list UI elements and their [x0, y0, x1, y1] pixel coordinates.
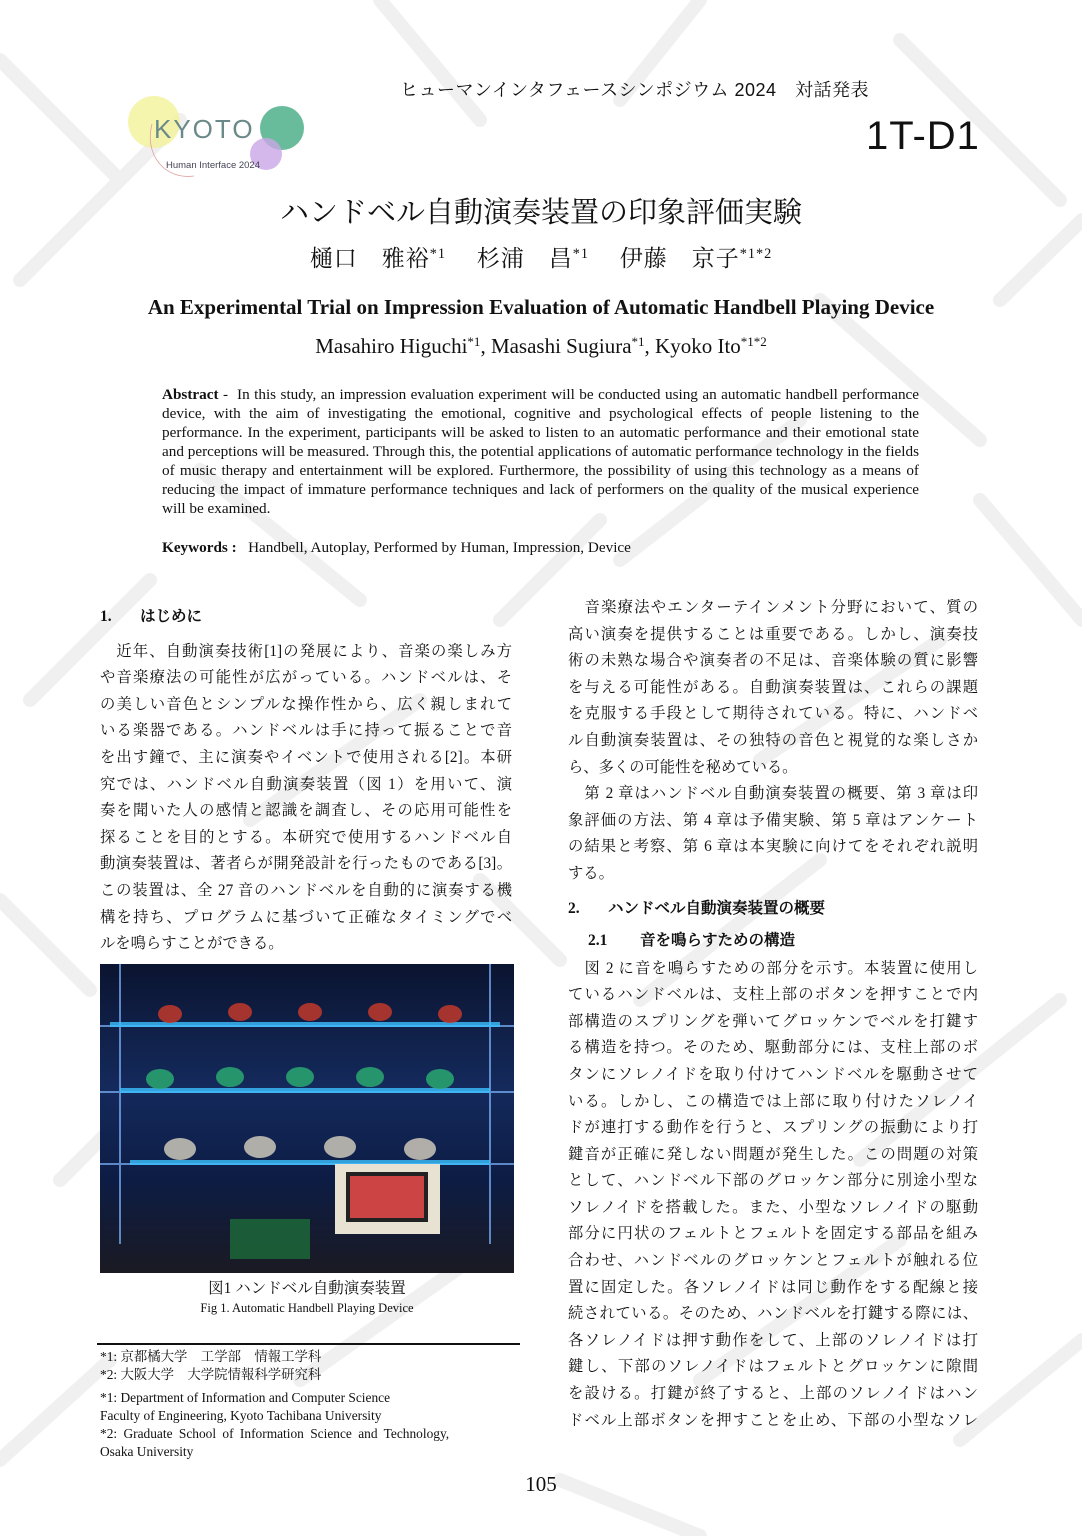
text-line: 探ることを目的とする。本研究で使用するハンドベル自: [100, 828, 512, 846]
keywords: [162, 539, 631, 557]
text-line: ルを鳴らすことができる。: [100, 935, 284, 953]
text-line: を与える可能性がある。自動演奏装置は、これらの課題: [568, 678, 978, 696]
affiliation-mark: *1: [467, 334, 481, 349]
text-line: ドベル上部ボタンを押すことを止め、下部の小型なソレ: [568, 1411, 978, 1429]
footnote-en-2b: Osaka University: [100, 1444, 194, 1459]
svg-text:KYOTO: KYOTO: [154, 114, 255, 144]
affiliation-mark: *1*2: [739, 246, 773, 263]
text-line: 動演奏装置は、著者らが開発設計を行ったものである[3]。: [100, 855, 512, 873]
text-line: 部分に円状のフェルトとフェルトを固定する部品を組み: [568, 1225, 978, 1243]
footnote-en-1b: Faculty of Engineering, Kyoto Tachibana University: [100, 1408, 382, 1423]
text-line: 図 2 に音を鳴らすための部分を示す。本装置に使用し: [568, 959, 978, 977]
section-2-1-heading: [568, 928, 978, 956]
section-2-heading: [568, 896, 978, 928]
title-english: An Experimental Trial on Impression Evaluation of Automatic Handbell Playing Device: [147, 295, 935, 319]
keywords-label: Keywords :: [162, 539, 237, 556]
abstract-separator: -: [218, 386, 233, 403]
figure-1-caption-jp: 図1 ハンドベル自動演奏装置: [208, 1280, 406, 1297]
section-1: [100, 604, 512, 958]
text-line: 奏を聞いた人の感情と認識を調査し、その応用可能性を: [100, 802, 512, 820]
text-line: タンにソレノイドを取り付けてハンドベルを駆動させて: [568, 1065, 978, 1083]
authors-english: [0, 334, 1082, 359]
author-name: 樋口 雅裕: [309, 246, 430, 271]
text-line: る構造を持つ。そのため、駆動部分には、支柱上部のボ: [568, 1039, 978, 1057]
text-line: ル自動演奏装置は、その独特の音色と視覚的な楽しさか: [568, 731, 978, 749]
text-line: 続されている。そのため、ハンドベルを打鍵する際には、: [568, 1305, 978, 1323]
text-line: 高い演奏を提供することは重要である。しかし、演奏技: [568, 625, 978, 643]
paragraph: [568, 956, 978, 1435]
text-line: 鍵音が正確に発しない問題が発生した。この問題の対策: [568, 1145, 978, 1163]
text-line: 近年、自動演奏技術[1]の発展により、音楽の楽しみ方: [100, 642, 512, 660]
text-line: の結果と考察、第 6 章は本実験に向けてをそれぞれ説明: [568, 838, 978, 856]
section-title: ハンドベル自動演奏装置の概要: [608, 899, 826, 917]
text-line: 象評価の方法、第 4 章は予備実験、第 5 章はアンケート: [568, 811, 978, 829]
conference-header: ヒューマンインタフェースシンポジウム 2024 対話発表: [400, 80, 869, 100]
figure-1-photo: [100, 964, 514, 1273]
svg-text:Human Interface 2024: Human Interface 2024: [166, 160, 261, 171]
section-heading: [100, 604, 512, 631]
right-column: [568, 595, 978, 1434]
page-number: 105: [525, 1472, 557, 1496]
abstract-text: In this study, an impression evaluation experiment will be conducted using an automatic handbell performance device, with the aim of investigating the emotional, cognitive and psychological effects of people listening to the performance. In the experiment, participants will be asked to listen to an automatic performance and their emotional state and perceptions will be measured. Through this, the potential applications of automatic performance technology in the fields of music therapy and entertainment will be explored. Furthermore, the possibility of using this technology as a means of reducing the impact of immature performance techniques and lack of performers on the quality of the musical experience will be examined.: [162, 386, 920, 517]
affiliation-mark: *1: [631, 334, 645, 349]
text-line: 構を持ち、プログラムに基づいて正確なタイミングでベ: [100, 908, 512, 926]
paragraph: [568, 781, 978, 887]
text-line: を設ける。打鍵が終了すると、上部のソレノイドはハン: [568, 1385, 978, 1403]
affiliation-mark: *1: [572, 246, 589, 263]
text-line: 合わせ、ハンドベルのグロッケンとフェルトが触れる位: [568, 1252, 978, 1270]
text-line: の美しい音色とシンプルな操作性から、広く親しまれて: [100, 695, 512, 713]
authors-japanese: [0, 240, 1082, 273]
text-line: ドが連打する動作を行うと、スプリングの振動により打: [568, 1119, 978, 1137]
text-line: 術の未熟な場合や演奏者の不足は、音楽体験の質に影響: [568, 652, 978, 670]
section-title: 音を鳴らすための構造: [640, 931, 796, 949]
text-line: を出す鐘で、主に演奏やイベントで使用される[2]。本研: [100, 748, 512, 766]
author-name: Masahiro Higuchi: [315, 334, 468, 359]
section-title: はじめに: [140, 608, 203, 625]
title-japanese: ハンドベル自動演奏装置の印象評価実験: [279, 197, 802, 229]
affiliation-mark: *1*2: [740, 334, 767, 349]
figure-1-caption-en: Fig 1. Automatic Handbell Playing Device: [200, 1301, 414, 1315]
footnote-divider: [97, 1343, 520, 1345]
text-line: 鍵し、下部のソレノイドはフェルトとグロッケンに隙間: [568, 1358, 978, 1376]
text-line: ソレノイドを搭載した。また、小型なソレノイドの駆動: [568, 1198, 978, 1216]
footnote-en-1a: *1: Department of Information and Computer Science: [100, 1390, 391, 1405]
abstract-label: Abstract: [162, 386, 219, 403]
text-line: や音楽療法の可能性が広がっている。ハンドベルは、そ: [100, 669, 512, 687]
text-line: 各ソレノイドは押す動作をして、上部のソレノイドは打: [568, 1331, 978, 1349]
handbell-device-illustration: [100, 964, 514, 1273]
paper-code: 1T-D1: [866, 114, 980, 158]
text-line: として、ハンドベル下部のグロッケン部分に別途小型な: [568, 1172, 978, 1190]
footnote-jp-1: *1: 京都橘大学 工学部 情報工学科: [100, 1349, 322, 1364]
keywords-text: Handbell, Autoplay, Performed by Human, Impression, Device: [248, 539, 631, 556]
conference-logo: [124, 92, 310, 184]
text-line: いる。しかし、この構造では上部に取り付けたソレノイ: [568, 1092, 978, 1110]
affiliation-mark: *1: [429, 246, 446, 263]
author-name: , Masashi Sugiura: [480, 334, 632, 359]
paragraph: [568, 595, 978, 781]
author-name: , Kyoko Ito: [644, 334, 741, 359]
section-number: 2.: [568, 899, 580, 917]
text-line: 第 2 章はハンドベル自動演奏装置の概要、第 3 章は印: [568, 785, 978, 803]
text-line: する。: [568, 864, 614, 882]
text-line: 音楽療法やエンターテインメント分野において、質の: [568, 599, 978, 616]
abstract: [162, 385, 919, 518]
author-name: 伊藤 京子: [619, 246, 740, 271]
text-line: ら、多くの可能性を秘めている。: [568, 758, 798, 776]
text-line: ているハンドベルは、支柱上部のボタンを押すことで内: [568, 986, 978, 1004]
section-body: [100, 639, 512, 958]
text-line: この装置は、全 27 音のハンドベルを自動的に演奏する機: [100, 881, 512, 899]
text-line: 置に固定した。各ソレノイドは同じ動作をする配線と接: [568, 1278, 978, 1296]
author-name: 杉浦 昌: [476, 246, 573, 271]
footnote-jp-2: *2: 大阪大学 大学院情報科学研究科: [100, 1367, 322, 1382]
text-line: を克服する手段として期待されている。特に、ハンドベ: [568, 705, 978, 723]
section-number: 2.1: [588, 931, 608, 949]
text-line: いる楽器である。ハンドベルは手に持って振ることで音: [100, 722, 512, 740]
text-line: 部構造のスプリングを弾いてグロッケンでベルを打鍵す: [568, 1012, 978, 1030]
section-number: 1.: [100, 608, 112, 625]
text-line: 究では、ハンドベル自動演奏装置（図 1）を用いて、演: [100, 775, 512, 793]
footnote-en-2a: *2: Graduate School of Information Science and Technology,: [100, 1426, 450, 1441]
